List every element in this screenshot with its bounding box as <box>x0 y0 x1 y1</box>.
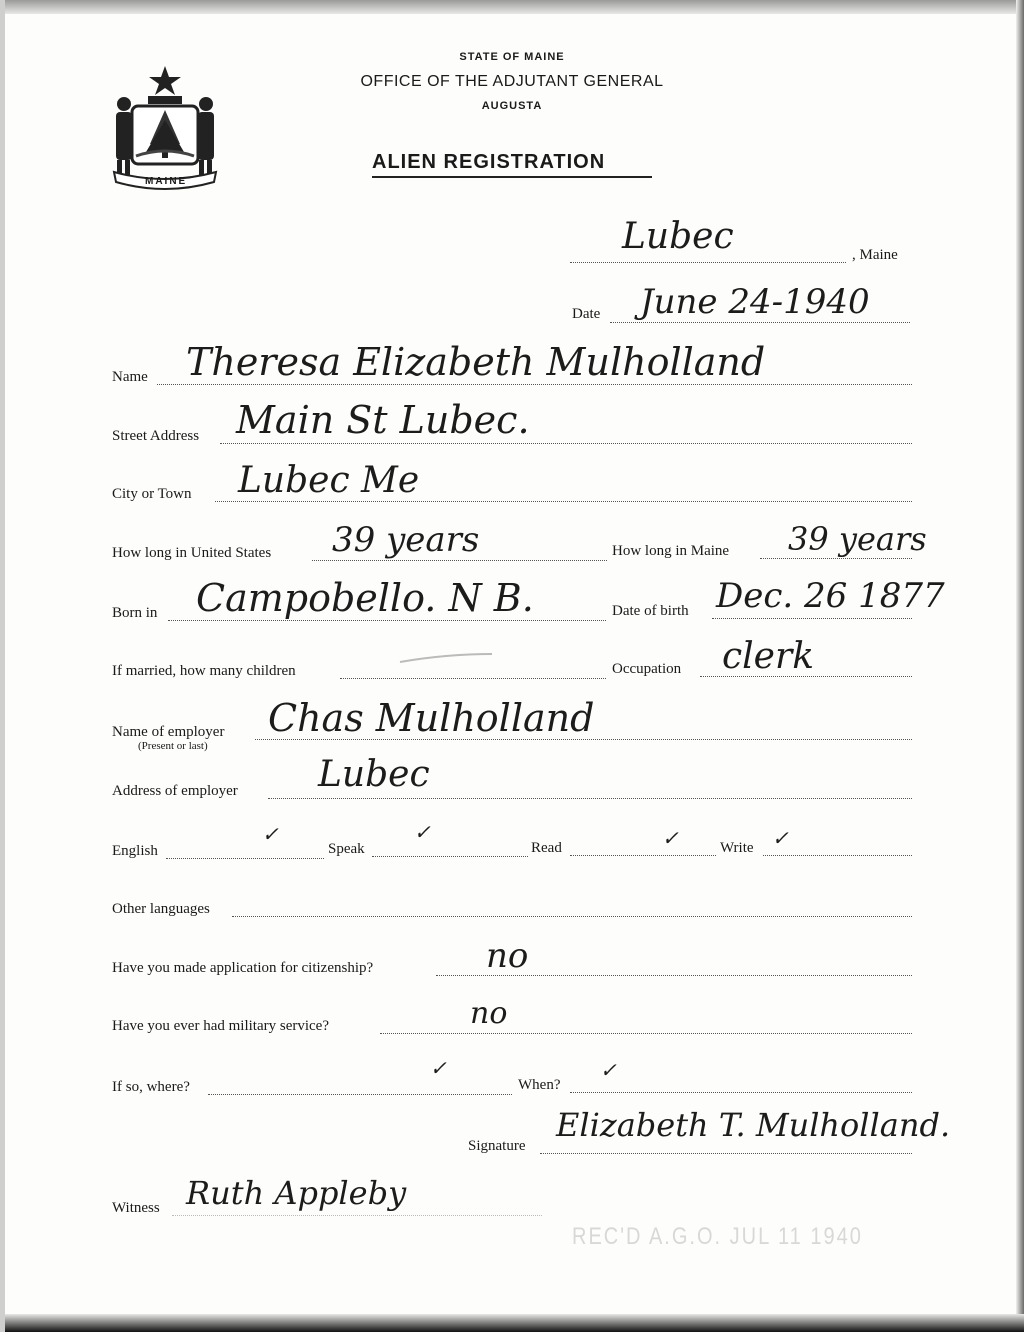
write-line <box>763 855 912 856</box>
english-check: ✓ <box>262 822 279 846</box>
when-line <box>570 1092 912 1093</box>
employer-name-value: Chas Mulholland <box>268 696 595 740</box>
where-check: ✓ <box>430 1056 447 1080</box>
occupation-label: Occupation <box>612 661 682 677</box>
street-address-label: Street Address <box>112 428 200 444</box>
date-of-birth-value: Dec. 26 1877 <box>716 576 945 616</box>
read-check: ✓ <box>662 826 679 850</box>
citizenship-value: no <box>486 936 529 976</box>
witness-label: Witness <box>112 1200 160 1216</box>
name-value: Theresa Elizabeth Mulholland <box>186 340 766 384</box>
date-value: June 24-1940 <box>640 282 870 322</box>
name-label: Name <box>112 369 148 385</box>
born-in-line <box>168 620 606 621</box>
employer-note: (Present or last) <box>138 740 208 752</box>
header-city: AUGUSTA <box>481 100 543 112</box>
employer-name-label: Name of employer <box>112 724 225 740</box>
scan-border-left <box>0 0 5 1332</box>
born-in-label: Born in <box>112 605 158 621</box>
english-label: English <box>112 843 158 859</box>
children-line <box>340 678 606 679</box>
witness-value: Ruth Appleby <box>186 1174 407 1212</box>
date-label: Date <box>572 306 601 322</box>
citizenship-label: Have you made application for citizenship? <box>112 960 374 976</box>
maine-label: , Maine <box>852 247 898 263</box>
street-address-line <box>220 443 912 444</box>
signature-label: Signature <box>468 1138 526 1154</box>
signature-line <box>540 1153 912 1154</box>
how-long-maine-line <box>760 558 912 559</box>
town-value: Lubec <box>622 216 734 257</box>
date-line <box>610 322 910 323</box>
when-label: When? <box>518 1077 561 1093</box>
how-long-maine-label: How long in Maine <box>612 543 730 559</box>
date-of-birth-line <box>712 618 912 619</box>
occupation-value: clerk <box>722 636 815 677</box>
signature-value: Elizabeth T. Mulholland. <box>556 1106 951 1144</box>
write-label: Write <box>720 840 754 856</box>
received-stamp: REC'D A.G.O. JUL 11 1940 <box>572 1223 863 1251</box>
street-address-value: Main St Lubec. <box>236 398 530 442</box>
other-languages-label: Other languages <box>112 901 210 917</box>
other-languages-line <box>232 916 912 917</box>
how-long-us-label: How long in United States <box>112 545 272 561</box>
when-check: ✓ <box>600 1058 617 1082</box>
military-value: no <box>470 996 508 1031</box>
scan-border-bottom <box>0 1314 1024 1332</box>
date-of-birth-label: Date of birth <box>612 603 689 619</box>
city-value: Lubec Me <box>238 460 420 501</box>
seal-banner-text: MAINE <box>145 176 188 187</box>
employer-address-value: Lubec <box>318 754 430 795</box>
how-long-maine-value: 39 years <box>788 520 927 558</box>
military-label: Have you ever had military service? <box>112 1018 329 1034</box>
how-long-us-line <box>312 560 607 561</box>
city-label: City or Town <box>112 486 192 502</box>
speak-label: Speak <box>328 841 365 857</box>
employer-address-label: Address of employer <box>112 783 238 799</box>
name-line <box>157 384 912 385</box>
read-label: Read <box>531 840 562 856</box>
write-check: ✓ <box>772 826 789 850</box>
speak-line <box>372 856 528 857</box>
where-label: If so, where? <box>112 1079 190 1095</box>
born-in-value: Campobello. N B. <box>196 576 534 620</box>
where-line <box>208 1094 512 1095</box>
employer-address-line <box>268 798 912 799</box>
scan-border-top <box>0 0 1024 14</box>
english-line <box>166 858 324 859</box>
form-title: ALIEN REGISTRATION <box>372 151 652 178</box>
witness-line <box>172 1215 542 1216</box>
header-state: STATE OF MAINE <box>459 51 565 63</box>
how-long-us-value: 39 years <box>332 520 480 560</box>
children-label: If married, how many children <box>112 663 296 679</box>
header-office: OFFICE OF THE ADJUTANT GENERAL <box>360 73 664 90</box>
town-line <box>570 262 846 263</box>
military-line <box>380 1033 912 1034</box>
children-dash-mark <box>396 650 496 666</box>
scan-border-right <box>1016 0 1024 1332</box>
speak-check: ✓ <box>414 820 431 844</box>
city-line <box>215 501 912 502</box>
read-line <box>570 855 716 856</box>
